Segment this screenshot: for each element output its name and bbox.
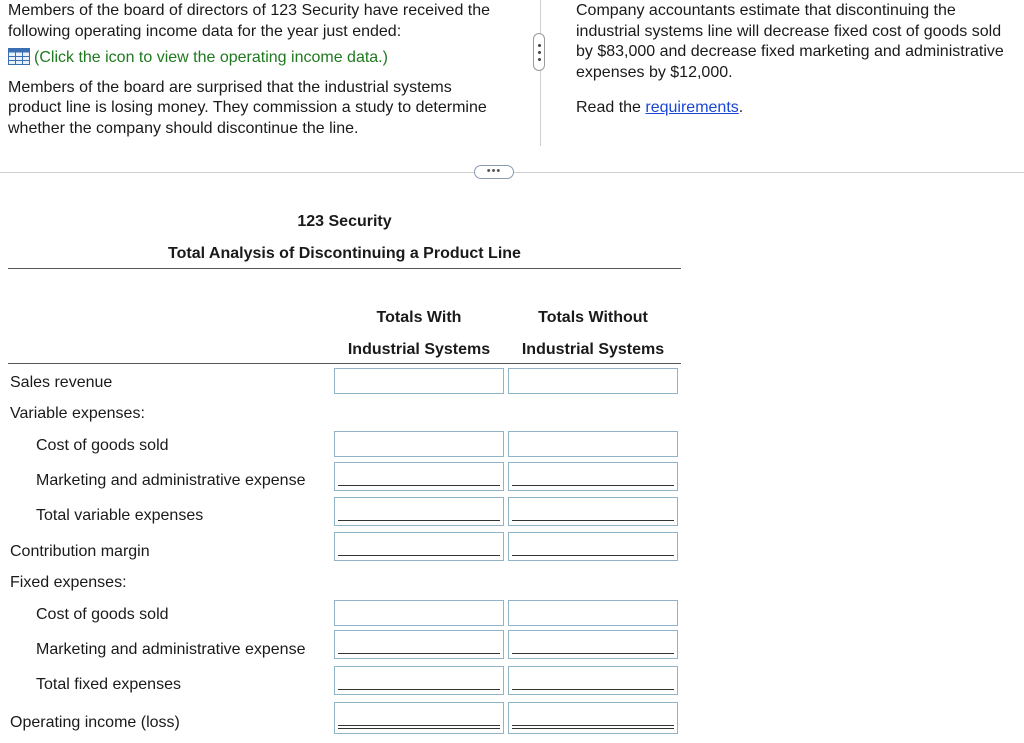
input-var-mkt-with[interactable]: [334, 462, 504, 491]
input-total-fixed-without[interactable]: [508, 666, 678, 695]
right-line-3: by $83,000 and decrease fixed marketing and administrative: [576, 43, 1004, 60]
intro-paragraph-2: [8, 78, 528, 140]
input-total-var-with[interactable]: [334, 497, 504, 526]
row-label-fix-marketing: Marketing and administrative expense: [36, 641, 306, 658]
right-line-2: industrial systems line will decrease fixed cost of goods sold: [576, 22, 1002, 40]
title-rule: [8, 268, 681, 269]
input-total-var-without[interactable]: [508, 497, 678, 526]
intro-p2-line-3: whether the company should discontinue the line.: [8, 119, 359, 137]
more-options-button[interactable]: •••: [474, 165, 514, 179]
splitter-handle[interactable]: [533, 33, 545, 71]
row-label-fixed-expenses: Fixed expenses:: [10, 574, 127, 591]
table-title: Total Analysis of Discontinuing a Product Line: [168, 245, 521, 262]
intro-line-2: following operating income data for the year just ended:: [8, 22, 402, 40]
input-fix-mkt-without[interactable]: [508, 630, 678, 659]
input-var-mkt-without[interactable]: [508, 462, 678, 491]
row-label-var-marketing: Marketing and administrative expense: [36, 472, 306, 489]
col2-header-line-1: Totals Without: [538, 309, 648, 326]
header-rule: [8, 363, 681, 364]
right-line-4: expenses by $12,000.: [576, 63, 733, 81]
right-line-1: Company accountants estimate that discontinuing the: [576, 2, 956, 19]
col1-header-line-1: Totals With: [376, 309, 462, 326]
col1-header-line-2: Industrial Systems: [347, 341, 491, 358]
input-operating-income-without[interactable]: [508, 702, 678, 734]
row-label-variable-expenses: Variable expenses:: [10, 405, 145, 422]
row-label-operating-income: Operating income (loss): [10, 714, 180, 731]
intro-p2-line-1: Members of the board are surprised that the industrial systems: [8, 78, 452, 96]
input-fix-mkt-with[interactable]: [334, 630, 504, 659]
panel-divider: [540, 0, 541, 146]
input-sales-without[interactable]: [508, 368, 678, 394]
input-sales-with[interactable]: [334, 368, 504, 394]
right-panel-text: [576, 1, 1021, 119]
input-cm-without[interactable]: [508, 532, 678, 561]
read-prefix: Read the: [576, 99, 646, 116]
row-label-fix-cogs: Cost of goods sold: [36, 606, 169, 623]
table-grid-icon[interactable]: [8, 48, 30, 72]
input-cm-with[interactable]: [334, 532, 504, 561]
input-fix-cogs-with[interactable]: [334, 600, 504, 626]
row-label-var-cogs: Cost of goods sold: [36, 437, 169, 454]
row-label-total-fixed: Total fixed expenses: [36, 676, 181, 693]
intro-text: [8, 1, 528, 139]
company-title: 123 Security: [297, 213, 392, 230]
input-var-cogs-with[interactable]: [334, 431, 504, 457]
row-label-sales-revenue: Sales revenue: [10, 374, 113, 391]
intro-p2-line-2: product line is losing money. They commission a study to determine: [8, 99, 487, 116]
input-var-cogs-without[interactable]: [508, 431, 678, 457]
data-link-row[interactable]: [8, 48, 528, 72]
row-label-contribution-margin: Contribution margin: [10, 543, 150, 560]
input-operating-income-with[interactable]: [334, 702, 504, 734]
col2-header-line-2: Industrial Systems: [521, 341, 665, 358]
operating-income-data-link[interactable]: (Click the icon to view the operating income data.): [34, 49, 388, 66]
row-label-total-variable: Total variable expenses: [36, 507, 204, 524]
input-fix-cogs-without[interactable]: [508, 600, 678, 626]
read-requirements-row: [576, 98, 1021, 119]
read-suffix: .: [738, 99, 744, 116]
requirements-link[interactable]: requirements: [645, 99, 739, 116]
input-total-fixed-with[interactable]: [334, 666, 504, 695]
intro-line-1: Members of the board of directors of 123 Security have received the: [8, 2, 491, 19]
